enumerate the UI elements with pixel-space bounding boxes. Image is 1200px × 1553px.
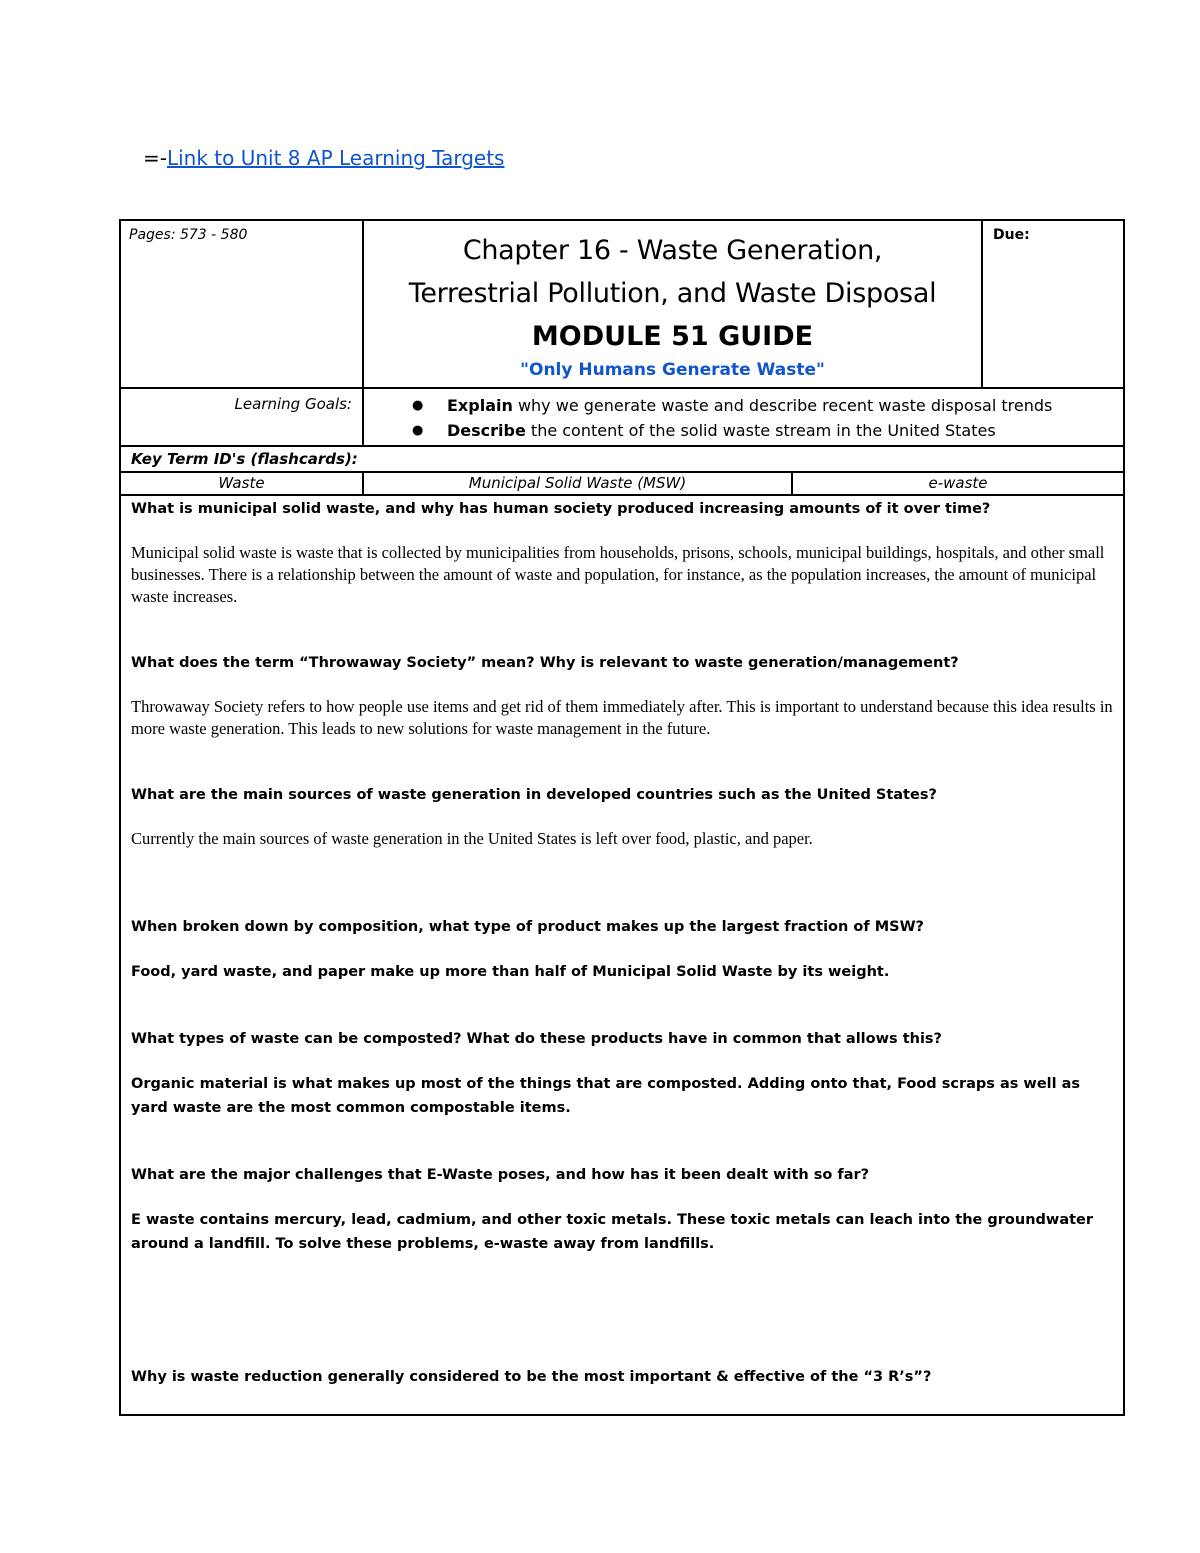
answer-5[interactable]: Organic material is what makes up most of the things that are composted. Adding onto that, Food scraps as well as yard waste are the most common compostable items. [131,1076,1081,1116]
key-term: Municipal Solid Waste (MSW) [468,474,687,492]
key-term: Waste [218,474,265,492]
key-terms-label: Key Term ID's (flashcards): [131,450,358,468]
key-term-cell [120,472,363,495]
link-prefix: =- [143,146,167,170]
bullet-icon: ● [412,398,424,413]
learning-goals-list [364,389,1123,445]
question-3: What are the main sources of waste generation in developed countries such as the United States? [131,787,937,803]
chapter-title-line-1: Chapter 16 - Waste Generation, [462,235,883,266]
goal-text: the content of the solid waste stream in the United States [525,421,996,440]
answer-1[interactable]: Municipal solid waste is waste that is collected by municipalities from households, prisons, schools, municipal buildings, hospitals, and other small businesses. There is a relationship between the amount of waste and population, for instance, as the population increases, the amount of municipal waste increases. [131,543,1105,606]
answer-6[interactable]: E waste contains mercury, lead, cadmium, and other toxic metals. These toxic metals can leach into the groundwater around a landfill. To solve these problems, e-waste away from landfills. [131,1212,1094,1252]
key-term-cell [792,472,1124,495]
key-term-cell [363,472,792,495]
title-cell [363,220,982,388]
bullet-icon: ● [412,423,424,438]
learning-goals-cell [363,388,1124,446]
chapter-title-line-2: Terrestrial Pollution, and Waste Disposal [408,278,937,309]
goal-verb: Describe [447,421,526,440]
due-label: Due: [993,227,1030,243]
learning-goal-item [364,393,1123,418]
question-2: What does the term “Throwaway Society” mean? Why is relevant to waste generation/management? [131,655,959,671]
learning-goals-label: Learning Goals: [234,395,352,413]
pages-label: Pages: 573 - 580 [129,227,248,243]
question-1: What is municipal solid waste, and why has human society produced increasing amounts of it over time? [131,501,991,517]
question-7: Why is waste reduction generally considered to be the most important & effective of the “3 R’s”? [131,1369,932,1385]
goal-verb: Explain [447,396,513,415]
pages-cell [120,220,363,388]
questions-cell [120,495,1124,1415]
due-cell [982,220,1124,388]
answer-2[interactable]: Throwaway Society refers to how people use items and get rid of them immediately after. This is important to understand because this idea results in more waste generation. This leads to new solutions for waste management in the future. [131,697,1113,738]
module-guide-table [119,219,1125,1416]
question-6: What are the major challenges that E-Waste poses, and how has it been dealt with so far? [131,1167,870,1183]
module-title: MODULE 51 GUIDE [531,321,814,352]
answer-3[interactable]: Currently the main sources of waste generation in the United States is left over food, plastic, and paper. [131,829,813,848]
goal-text: why we generate waste and describe recent waste disposal trends [512,396,1053,415]
answer-4[interactable]: Food, yard waste, and paper make up more than half of Municipal Solid Waste by its weight. [131,964,890,980]
learning-targets-link-row [143,146,504,170]
module-subtitle: "Only Humans Generate Waste" [520,360,825,380]
learning-goal-item [364,418,1123,443]
learning-targets-link[interactable]: Link to Unit 8 AP Learning Targets [166,146,505,170]
key-terms-label-cell [120,446,1124,472]
key-term: e-waste [928,474,988,492]
question-5: What types of waste can be composted? What do these products have in common that allows this? [131,1031,942,1047]
question-4: When broken down by composition, what type of product makes up the largest fraction of MSW? [131,919,924,935]
learning-goals-label-cell [120,388,363,446]
